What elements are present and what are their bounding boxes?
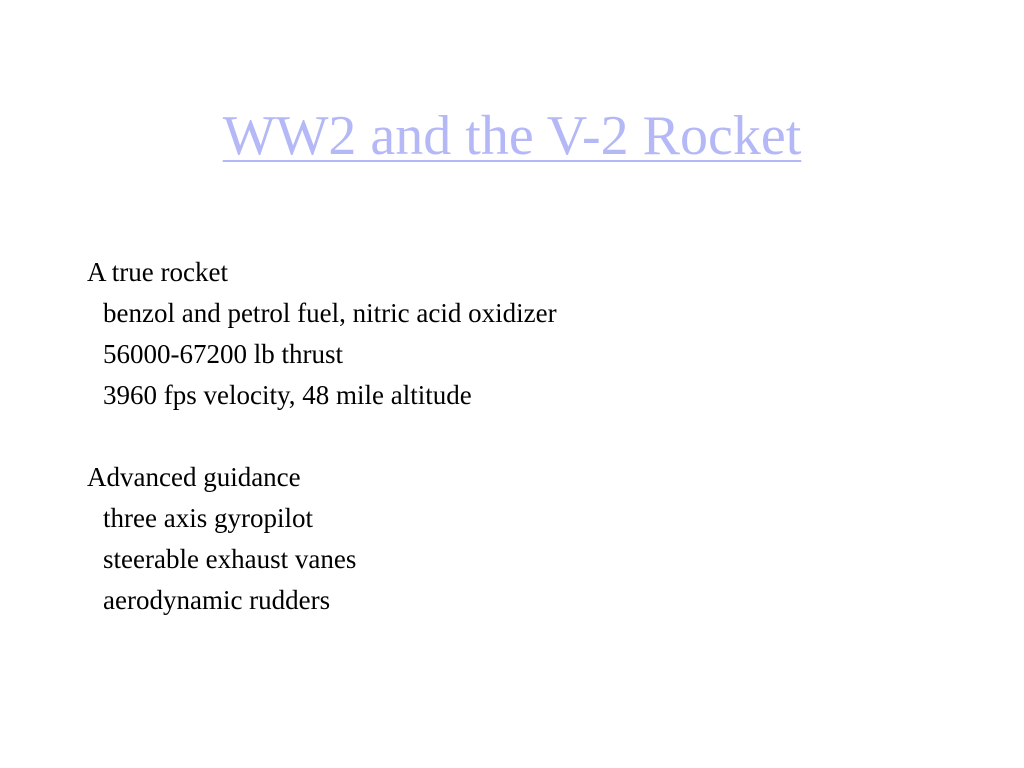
slide-body bbox=[87, 252, 967, 621]
section-heading: A true rocket bbox=[87, 257, 228, 287]
list-item: aerodynamic rudders bbox=[103, 585, 331, 615]
section-heading: Advanced guidance bbox=[87, 462, 301, 492]
list-item: steerable exhaust vanes bbox=[103, 544, 357, 574]
list-item: 3960 fps velocity, 48 mile altitude bbox=[103, 380, 472, 410]
slide-title-link[interactable]: WW2 and the V-2 Rocket bbox=[222, 105, 802, 167]
list-item: three axis gyropilot bbox=[103, 503, 313, 533]
list-item: benzol and petrol fuel, nitric acid oxidizer bbox=[103, 298, 557, 328]
section-guidance bbox=[87, 457, 967, 621]
list-item: 56000-67200 lb thrust bbox=[103, 339, 343, 369]
section-rocket bbox=[87, 252, 967, 416]
